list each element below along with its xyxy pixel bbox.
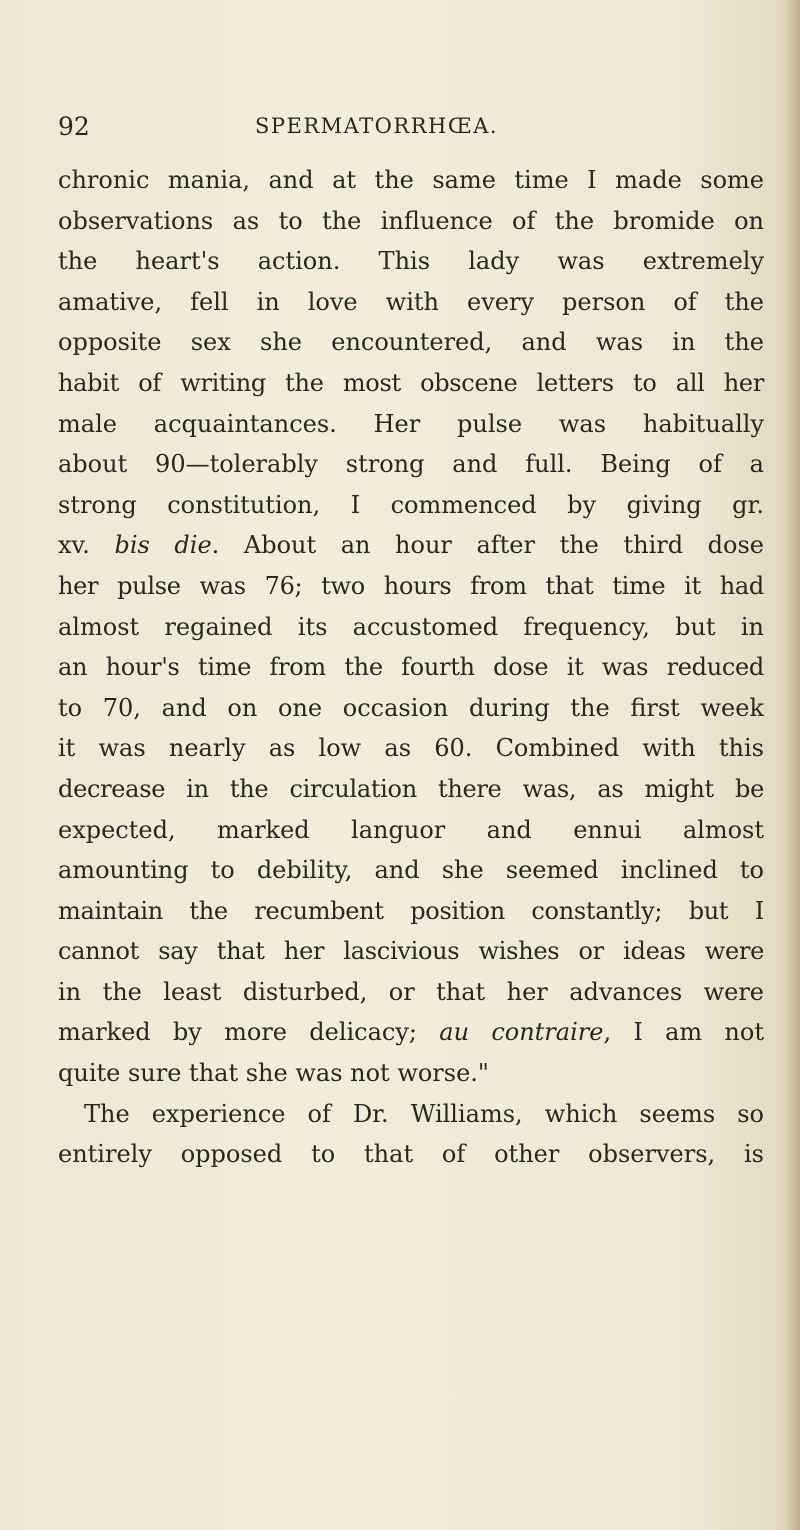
text-line: the heart's action. This lady was extremely <box>58 247 764 276</box>
text-line: to 70, and on one occasion during the first week <box>58 693 764 722</box>
text-line: maintain the recumbent position constantly; but I <box>58 896 764 925</box>
text-line: marked by more delicacy; au contraire, I am not <box>58 1018 764 1047</box>
text-line: entirely opposed to that of other observers, is <box>58 1140 764 1169</box>
text-line: quite sure that she was not worse." <box>58 1059 489 1088</box>
page-number: 92 <box>58 112 90 141</box>
text-line: habit of writing the most obscene letters to all her <box>58 368 764 397</box>
text-line: her pulse was 76; two hours from that time it had <box>58 571 764 600</box>
italic-phrase: bis die <box>114 531 212 560</box>
text-line: observations as to the influence of the bromide on <box>58 206 764 235</box>
text-line: The experience of Dr. Williams, which seems so <box>84 1099 764 1128</box>
text-line: amounting to debility, and she seemed inclined to <box>58 856 764 885</box>
page-header <box>58 112 758 144</box>
text-line: about 90—tolerably strong and full. Being of a <box>58 450 764 479</box>
body-text <box>58 160 764 1175</box>
text-line: opposite sex she encountered, and was in the <box>58 328 764 357</box>
text-line: xv. bis die. About an hour after the third dose <box>58 531 764 560</box>
text-line: almost regained its accustomed frequency, but in <box>58 612 764 641</box>
text-line: it was nearly as low as 60. Combined with this <box>58 734 764 763</box>
text-line: male acquaintances. Her pulse was habitually <box>58 409 764 438</box>
text-line: chronic mania, and at the same time I made some <box>58 166 764 194</box>
page-edge-shadow <box>786 0 800 1530</box>
text-line: strong constitution, I commenced by giving gr. <box>58 490 764 519</box>
text-line: amative, fell in love with every person of the <box>58 287 764 316</box>
text-line: cannot say that her lascivious wishes or ideas were <box>58 937 764 966</box>
text-line: an hour's time from the fourth dose it was reduced <box>58 653 764 682</box>
text-line: expected, marked languor and ennui almost <box>58 815 764 844</box>
italic-phrase: au contraire <box>439 1018 604 1047</box>
text-line: in the least disturbed, or that her advances were <box>58 977 764 1006</box>
text-line: decrease in the circulation there was, as might be <box>58 774 764 803</box>
running-title: SPERMATORRHŒA. <box>255 114 499 138</box>
